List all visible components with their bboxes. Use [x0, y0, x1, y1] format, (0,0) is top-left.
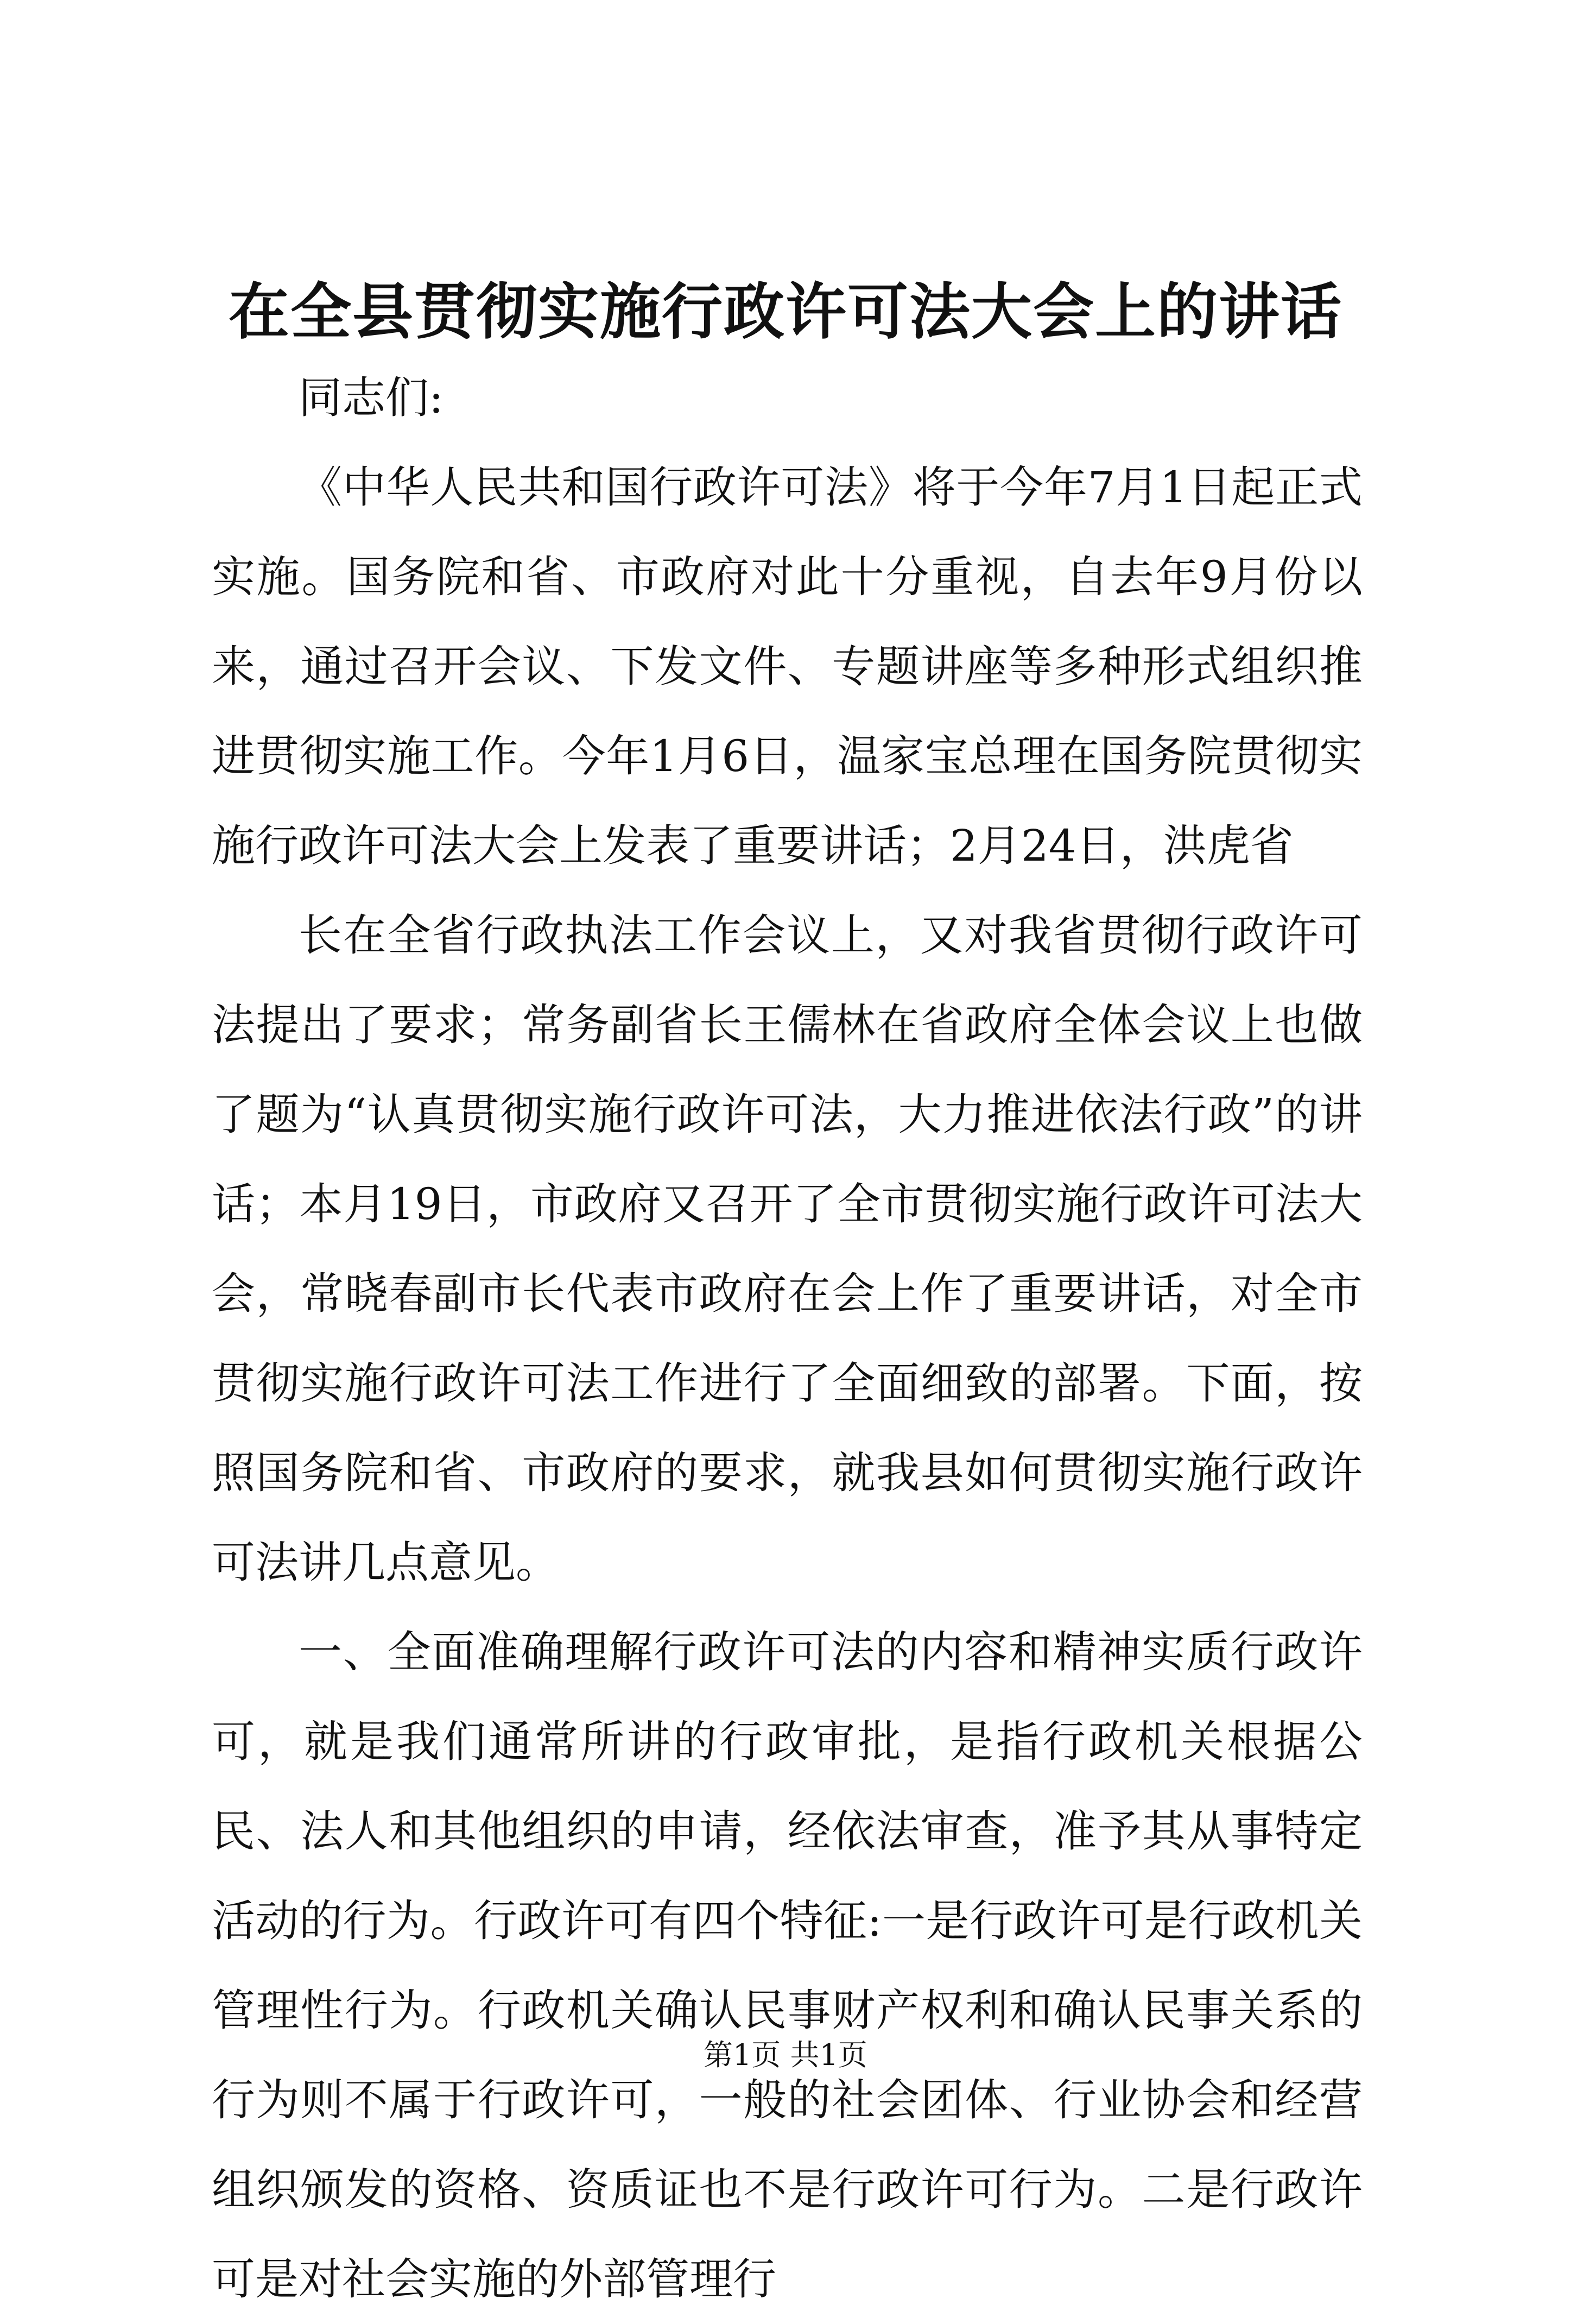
document-title: 在全县贯彻实施行政许可法大会上的讲话	[229, 276, 1342, 348]
paragraph-3: 一、全面准确理解行政许可法的内容和精神实质行政许可，就是我们通常所讲的行政审批，是指行政机关根据公民、法人和其他组织的申请，经依法审查，准予其从事特定活动的行为。行政许可有四个特征:一是行政许可是行政机关管理性行为。行政机关确认民事财产权利和确认民事关系的行为则不属于行政许可，一般的社会团体、行业协会和经营组织颁发的资格、资质证也不是行政许可行为。二是行政许可是对社会实施的外部管理行	[212, 1627, 1363, 2304]
paragraph-2: 长在全省行政执法工作会议上，又对我省贯彻行政许可法提出了要求；常务副省长王儒林在省政府全体会议上也做了题为“认真贯彻实施行政许可法，大力推进依法行政”的讲话；本月19日，市政府又召开了全市贯彻实施行政许可法大会，常晓春副市长代表市政府在会上作了重要讲话，对全市贯彻实施行政许可法工作进行了全面细致的部署。下面，按照国务院和省、市政府的要求，就我县如何贯彻实施行政许可法讲几点意见。	[212, 910, 1363, 1588]
document-body	[212, 353, 1363, 2324]
paragraph-1: 《中华人民共和国行政许可法》将于今年7月1日起正式实施。国务院和省、市政府对此十分重视，自去年9月份以来，通过召开会议、下发文件、专题讲座等多种形式组织推进贯彻实施工作。今年1月6日，温家宝总理在国务院贯彻实施行政许可法大会上发表了重要讲话；2月24日，洪虎省	[212, 462, 1363, 871]
page-number-footer: 第1页 共1页	[704, 2038, 867, 2072]
salutation: 同志们:	[299, 372, 444, 423]
